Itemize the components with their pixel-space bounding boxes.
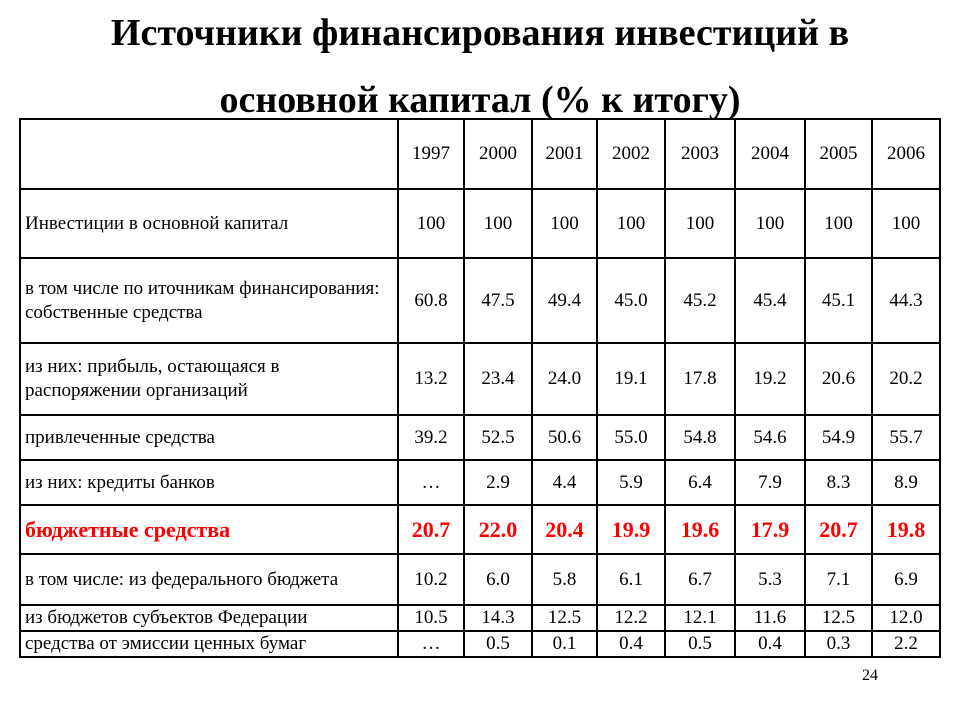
value-cell: 6.7 (665, 554, 735, 605)
value-cell: 12.1 (665, 605, 735, 631)
value-cell: 19.6 (665, 505, 735, 554)
value-cell: 6.4 (665, 460, 735, 505)
value-cell: 5.3 (735, 554, 805, 605)
value-cell: 54.9 (805, 415, 872, 460)
value-cell: 100 (872, 189, 940, 258)
value-cell: 49.4 (532, 258, 597, 343)
value-cell: 45.0 (597, 258, 665, 343)
value-cell: … (398, 631, 464, 657)
header-corner-cell (20, 119, 398, 189)
value-cell: 54.6 (735, 415, 805, 460)
value-cell: 100 (805, 189, 872, 258)
year-header: 2001 (532, 119, 597, 189)
year-header: 2004 (735, 119, 805, 189)
row-label: средства от эмиссии ценных бумаг (20, 631, 398, 657)
value-cell: 12.5 (805, 605, 872, 631)
table-row (20, 631, 940, 657)
table-row (20, 605, 940, 631)
value-cell: 45.1 (805, 258, 872, 343)
value-cell: 2.9 (464, 460, 532, 505)
year-header: 1997 (398, 119, 464, 189)
value-cell: 0.4 (597, 631, 665, 657)
value-cell: 24.0 (532, 343, 597, 415)
row-label: из бюджетов субъектов Федерации (20, 605, 398, 631)
table-row (20, 415, 940, 460)
value-cell: 8.3 (805, 460, 872, 505)
slide-title-line-1: Источники финансирования инвестиций в (110, 12, 850, 54)
value-cell: 54.8 (665, 415, 735, 460)
table-row (20, 554, 940, 605)
value-cell: 44.3 (872, 258, 940, 343)
value-cell: 100 (464, 189, 532, 258)
table-row (20, 460, 940, 505)
value-cell: 0.3 (805, 631, 872, 657)
value-cell: 19.1 (597, 343, 665, 415)
value-cell: 19.8 (872, 505, 940, 554)
value-cell: 12.2 (597, 605, 665, 631)
value-cell: 10.5 (398, 605, 464, 631)
value-cell: 100 (398, 189, 464, 258)
row-label: Инвестиции в основной капитал (20, 189, 398, 258)
table-row (20, 343, 940, 415)
value-cell: 39.2 (398, 415, 464, 460)
slide-title (0, 0, 960, 134)
row-label: привлеченные средства (20, 415, 398, 460)
value-cell: 5.8 (532, 554, 597, 605)
value-cell: 0.1 (532, 631, 597, 657)
value-cell: 6.9 (872, 554, 940, 605)
value-cell: 100 (735, 189, 805, 258)
value-cell: … (398, 460, 464, 505)
year-header: 2003 (665, 119, 735, 189)
value-cell: 19.2 (735, 343, 805, 415)
page-number: 24 (862, 667, 878, 684)
value-cell: 47.5 (464, 258, 532, 343)
value-cell: 19.9 (597, 505, 665, 554)
row-label: в том числе: из федерального бюджета (20, 554, 398, 605)
slide-title-line-2: основной капитал (% к итогу) (219, 79, 741, 121)
table-row (20, 258, 940, 343)
value-cell: 20.7 (805, 505, 872, 554)
value-cell: 6.1 (597, 554, 665, 605)
value-cell: 50.6 (532, 415, 597, 460)
value-cell: 55.7 (872, 415, 940, 460)
value-cell: 55.0 (597, 415, 665, 460)
value-cell: 22.0 (464, 505, 532, 554)
value-cell: 13.2 (398, 343, 464, 415)
value-cell: 5.9 (597, 460, 665, 505)
value-cell: 20.6 (805, 343, 872, 415)
value-cell: 10.2 (398, 554, 464, 605)
value-cell: 6.0 (464, 554, 532, 605)
value-cell: 20.7 (398, 505, 464, 554)
value-cell: 7.9 (735, 460, 805, 505)
year-header: 2006 (872, 119, 940, 189)
header-row (20, 119, 940, 189)
value-cell: 12.5 (532, 605, 597, 631)
year-header: 2000 (464, 119, 532, 189)
value-cell: 4.4 (532, 460, 597, 505)
row-label: в том числе по иточникам финансирования: собственные средства (20, 258, 398, 343)
year-header: 2005 (805, 119, 872, 189)
value-cell: 0.5 (665, 631, 735, 657)
value-cell: 60.8 (398, 258, 464, 343)
value-cell: 14.3 (464, 605, 532, 631)
table-row (20, 189, 940, 258)
value-cell: 7.1 (805, 554, 872, 605)
financing-sources-table (19, 118, 941, 658)
value-cell: 45.4 (735, 258, 805, 343)
value-cell: 0.4 (735, 631, 805, 657)
value-cell: 17.8 (665, 343, 735, 415)
table-row (20, 505, 940, 554)
value-cell: 0.5 (464, 631, 532, 657)
row-label: из них: кредиты банков (20, 460, 398, 505)
value-cell: 100 (597, 189, 665, 258)
row-label: из них: прибыль, остающаяся в распоряжении организаций (20, 343, 398, 415)
row-label: бюджетные средства (20, 505, 398, 554)
value-cell: 100 (665, 189, 735, 258)
value-cell: 100 (532, 189, 597, 258)
value-cell: 20.4 (532, 505, 597, 554)
value-cell: 20.2 (872, 343, 940, 415)
value-cell: 8.9 (872, 460, 940, 505)
value-cell: 11.6 (735, 605, 805, 631)
year-header: 2002 (597, 119, 665, 189)
value-cell: 2.2 (872, 631, 940, 657)
value-cell: 12.0 (872, 605, 940, 631)
value-cell: 17.9 (735, 505, 805, 554)
value-cell: 52.5 (464, 415, 532, 460)
value-cell: 45.2 (665, 258, 735, 343)
value-cell: 23.4 (464, 343, 532, 415)
